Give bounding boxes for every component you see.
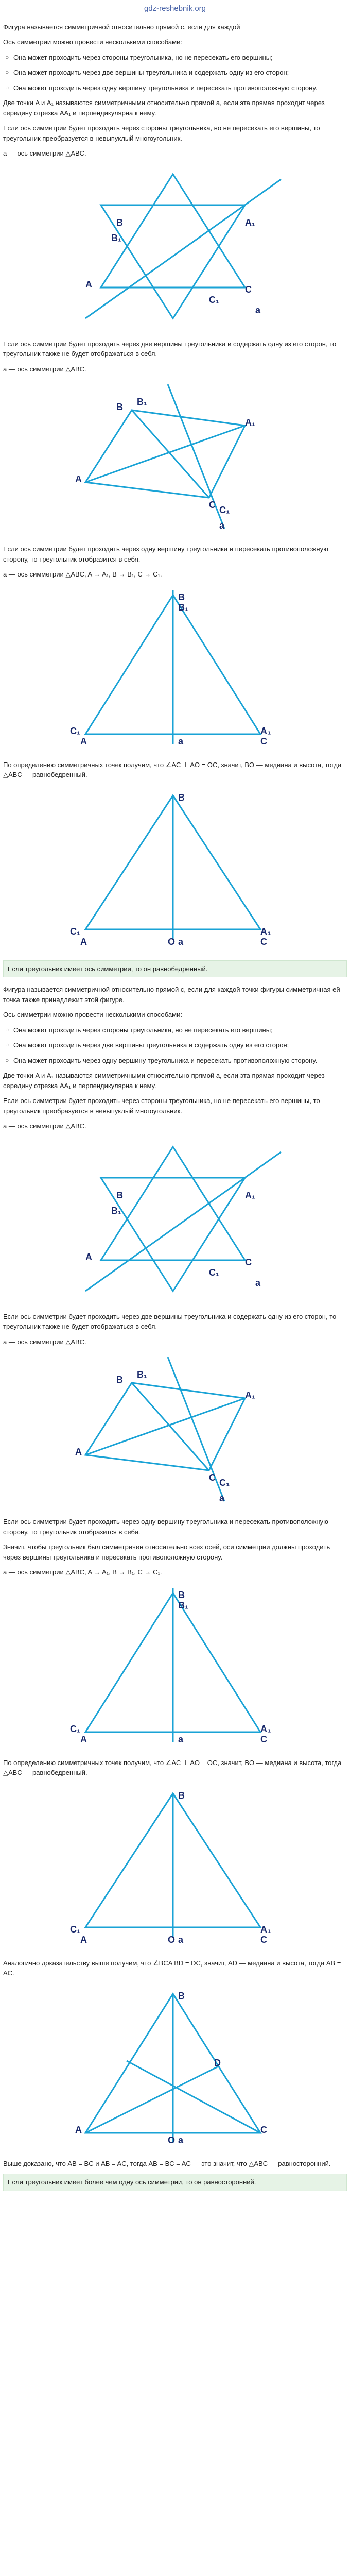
- part1-para-def: По определению симметричных точек получим, что ∠AC ⊥ AO = OC, значит, BO — медиана и высота, тогда △ABC — равнобедренный.: [3, 760, 342, 778]
- svg-text:A: A: [85, 279, 92, 290]
- list-item: ○ Она может проходить через одну вершину треугольника и пересекать противоположную сторону.: [13, 83, 347, 93]
- svg-text:A₁: A₁: [260, 725, 271, 736]
- svg-text:C: C: [260, 1934, 267, 1945]
- part2-intro2: Ось симметрии можно провести несколькими способами:: [3, 1011, 182, 1019]
- svg-text:A₁: A₁: [245, 1190, 256, 1200]
- svg-text:B: B: [116, 402, 123, 412]
- svg-text:D: D: [214, 2057, 221, 2068]
- svg-text:C: C: [209, 1472, 216, 1483]
- part2-para-analog: Аналогично доказательству выше получим, что ∠BCA BD = DC, значит, AD — медиана и высота, тогда AB = AC.: [3, 1959, 341, 1977]
- svg-text:B: B: [178, 792, 185, 803]
- svg-text:a: a: [178, 1734, 184, 1744]
- svg-text:a: a: [219, 520, 225, 531]
- svg-text:A: A: [80, 736, 87, 747]
- svg-text:C: C: [245, 1257, 252, 1267]
- content: [0, 22, 350, 2191]
- part2-para-case1: Если ось симметрии будет проходить через стороны треугольника, но не пересекать его вершины, то треугольник преобразуется в невыпуклый многоугольник.: [3, 1097, 320, 1115]
- svg-text:a: a: [255, 1277, 261, 1288]
- svg-text:a: a: [178, 736, 184, 747]
- svg-text:O: O: [168, 936, 176, 947]
- part2-conclusion: Если треугольник имеет более чем одну ось симметрии, то он равносторонний.: [3, 2174, 347, 2191]
- svg-text:B: B: [116, 217, 123, 228]
- svg-text:a: a: [178, 1934, 184, 1945]
- part1-para-case2: Если ось симметрии будет проходить через две вершины треугольника и содержать одну из его сторон, то треугольник также не будет отображаться в себя.: [3, 340, 337, 358]
- svg-text:a: a: [219, 1493, 225, 1503]
- svg-text:C₁: C₁: [219, 505, 230, 515]
- svg-text:A: A: [75, 2124, 82, 2135]
- list-item: ○ Она может проходить через одну вершину треугольника и пересекать противоположную сторону.: [13, 1056, 347, 1066]
- svg-text:B₁: B₁: [178, 1600, 189, 1611]
- part1-intro2: Ось симметрии можно провести несколькими способами:: [3, 38, 182, 46]
- figure-parallelogram-1: [3, 379, 347, 534]
- svg-text:C₁: C₁: [209, 294, 220, 305]
- svg-text:B: B: [178, 1990, 185, 2001]
- svg-text:B: B: [178, 591, 185, 602]
- part2-intro: Фигура называется симметричной относительно прямой c, если для каждой точки фигуры симметричная ей точка также принадлежит этой фигуре.: [3, 986, 340, 1004]
- svg-text:A: A: [75, 474, 82, 484]
- svg-text:a: a: [255, 304, 261, 315]
- svg-text:C₁: C₁: [219, 1478, 230, 1488]
- part2-axis1: a — ось симметрии △ABC.: [3, 1122, 86, 1130]
- svg-text:A: A: [80, 1934, 87, 1945]
- figure-isosceles-3: [3, 1583, 347, 1748]
- svg-text:A: A: [75, 1447, 82, 1457]
- figure-star-1: [3, 164, 347, 329]
- svg-text:C₁: C₁: [70, 1723, 81, 1734]
- svg-text:C₁: C₁: [70, 725, 81, 736]
- part2-axis3: a — ось симметрии △ABC, A → A₁, B → B₁, C → C₁.: [3, 1568, 162, 1576]
- svg-text:B: B: [116, 1375, 123, 1385]
- svg-text:B: B: [178, 1589, 185, 1600]
- svg-text:B: B: [116, 1190, 123, 1200]
- svg-text:C: C: [260, 736, 267, 747]
- part1-para-points: Две точки A и A₁ называются симметричными относительно прямой a, если эта прямая проходит через середину отрезка AA₁ и перпендикулярна к нему.: [3, 99, 325, 117]
- svg-text:B: B: [178, 1790, 185, 1801]
- part1-conclusion: Если треугольник имеет ось симметрии, то он равнобедренный.: [3, 960, 347, 978]
- svg-text:C: C: [245, 284, 252, 295]
- part1-axis2: a — ось симметрии △ABC.: [3, 365, 86, 373]
- svg-text:A: A: [80, 936, 87, 947]
- figure-parallelogram-2: [3, 1352, 347, 1506]
- part1-para-case3: Если ось симметрии будет проходить через одну вершину треугольника и пересекать противоположную сторону, то треугольник отобразится в себя.: [3, 545, 328, 563]
- svg-text:C: C: [260, 2124, 267, 2135]
- figure-isosceles-2: [3, 785, 347, 950]
- svg-text:B₁: B₁: [137, 1369, 148, 1380]
- part1-bullets: [3, 53, 347, 93]
- svg-text:O: O: [168, 1934, 176, 1945]
- part1-axis1: a — ось симметрии △ABC.: [3, 149, 86, 157]
- svg-text:C₁: C₁: [209, 1267, 220, 1278]
- figure-star-2: [3, 1137, 347, 1301]
- svg-text:C: C: [209, 500, 216, 510]
- svg-text:C: C: [260, 1734, 267, 1744]
- figure-isosceles-4: [3, 1783, 347, 1948]
- svg-text:O: O: [168, 2134, 176, 2145]
- svg-text:C₁: C₁: [70, 1924, 81, 1935]
- part2-para-case3: Если ось симметрии будет проходить через одну вершину треугольника и пересекать противоположную сторону, то треугольник отобразится в себя.: [3, 1518, 328, 1536]
- part2-para-points: Две точки A и A₁ называются симметричными относительно прямой a, если эта прямая проходит через середину отрезка AA₁ и перпендикулярна к нему.: [3, 1072, 325, 1090]
- svg-text:A₁: A₁: [260, 1924, 271, 1935]
- figure-equilateral: [3, 1984, 347, 2148]
- list-item: ○ Она может проходить через стороны треугольника, но не пересекать его вершины;: [13, 1025, 347, 1036]
- svg-text:A: A: [80, 1734, 87, 1744]
- svg-text:B₁: B₁: [111, 1205, 122, 1216]
- svg-text:B₁: B₁: [178, 602, 189, 613]
- svg-text:A₁: A₁: [245, 1390, 256, 1400]
- part2-para-equal: Значит, чтобы треугольник был симметричен относительно всех осей, оси симметрии должны проходить через вершины треугольника и пересекать противоположную сторону.: [3, 1543, 330, 1561]
- svg-text:a: a: [178, 2134, 184, 2145]
- part2-axis2: a — ось симметрии △ABC.: [3, 1337, 86, 1346]
- part2-para-def: По определению симметричных точек получим, что ∠AC ⊥ AO = OC, значит, BO — медиана и высота, тогда △ABC — равнобедренный.: [3, 1758, 342, 1776]
- svg-text:B₁: B₁: [137, 397, 148, 407]
- part2-para-case2: Если ось симметрии будет проходить через две вершины треугольника и содержать одну из его сторон, то треугольник также не будет отображаться в себя.: [3, 1312, 337, 1330]
- svg-text:A: A: [85, 1251, 92, 1262]
- svg-text:A₁: A₁: [260, 1723, 271, 1734]
- svg-text:A₁: A₁: [260, 926, 271, 937]
- list-item: ○ Она может проходить через стороны треугольника, но не пересекать его вершины;: [13, 53, 347, 63]
- svg-text:B₁: B₁: [111, 232, 122, 243]
- list-item: ○ Она может проходить через две вершины треугольника и содержать одну из его сторон;: [13, 1040, 347, 1050]
- svg-text:A₁: A₁: [245, 217, 256, 228]
- figure-isosceles-1: [3, 585, 347, 750]
- svg-text:A₁: A₁: [245, 417, 256, 428]
- part1-intro: Фигура называется симметричной относительно прямой c, если для каждой: [3, 23, 240, 31]
- list-item: ○ Она может проходить через две вершины треугольника и содержать одну из его сторон;: [13, 67, 347, 78]
- part2-para-final: Выше доказано, что AB = BC и AB = AC, тогда AB = BC = AC — это значит, что △ABC — равносторонний.: [3, 2159, 331, 2167]
- part1-axis3: a — ось симметрии △ABC, A → A₁, B → B₁, C → C₁.: [3, 570, 162, 578]
- svg-text:C₁: C₁: [70, 926, 81, 937]
- part1-para-case1: Если ось симметрии будет проходить через стороны треугольника, но не пересекать его вершины, то треугольник преобразуется в невыпуклый многоугольник.: [3, 124, 320, 142]
- svg-text:a: a: [178, 936, 184, 947]
- svg-text:C: C: [260, 936, 267, 947]
- site-title[interactable]: gdz-reshebnik.org: [144, 4, 206, 13]
- part2-bullets: [3, 1025, 347, 1066]
